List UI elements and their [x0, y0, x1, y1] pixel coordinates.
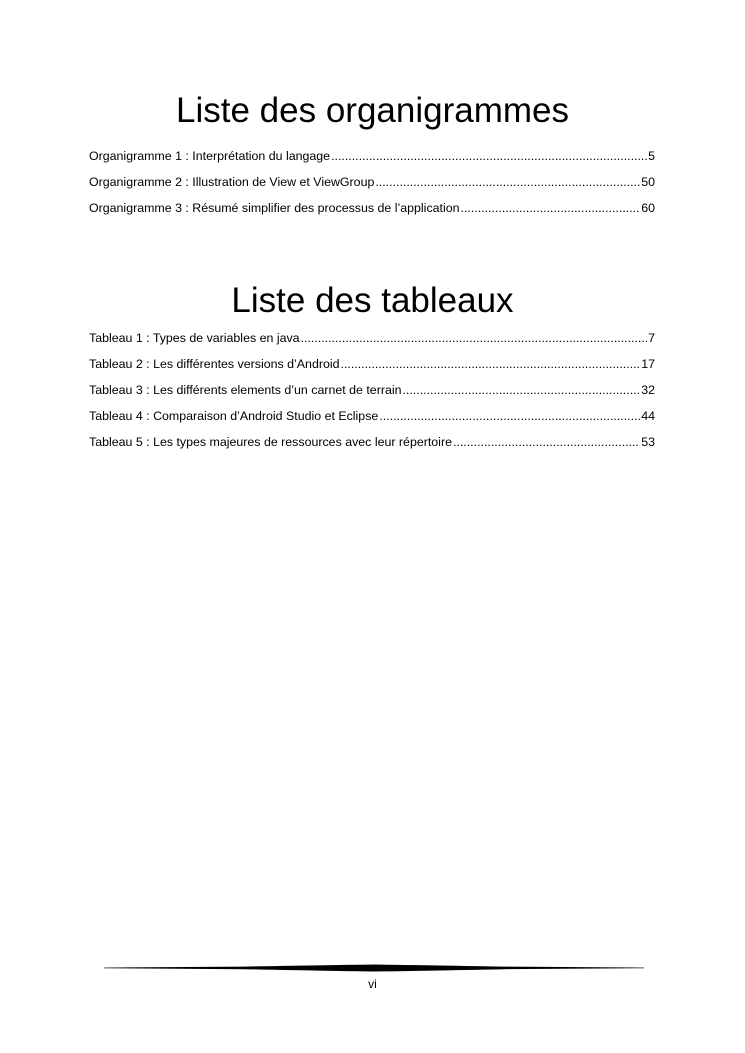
toc-entry-label: Tableau 1 : Types de variables en java	[89, 331, 300, 345]
organigrammes-list	[89, 149, 655, 227]
dot-leader	[379, 409, 640, 423]
page-number: vi	[368, 977, 377, 991]
toc-entry-label: Tableau 4 : Comparaison d’Android Studio et Eclipse	[89, 409, 379, 423]
dot-leader	[461, 201, 641, 215]
toc-entry-label: Organigramme 1 : Interprétation du langage	[89, 149, 331, 163]
toc-entry[interactable]	[89, 175, 655, 201]
toc-entry[interactable]	[89, 357, 655, 383]
toc-entry[interactable]	[89, 331, 655, 357]
toc-entry-label: Organigramme 2 : Illustration de View et ViewGroup	[89, 175, 375, 189]
toc-entry-label: Organigramme 3 : Résumé simplifier des processus de l’application	[89, 201, 460, 215]
toc-entry-page: 53	[641, 435, 655, 449]
toc-entry-page: 7	[648, 331, 655, 345]
toc-entry[interactable]	[89, 201, 655, 227]
dot-leader	[402, 383, 640, 397]
tableaux-list	[89, 331, 655, 461]
toc-entry[interactable]	[89, 149, 655, 175]
toc-entry[interactable]	[89, 435, 655, 461]
toc-entry[interactable]	[89, 409, 655, 435]
tableaux-title: Liste des tableaux	[231, 281, 514, 320]
toc-entry[interactable]	[89, 383, 655, 409]
footer-decorative-rule	[104, 962, 644, 974]
dot-leader	[341, 357, 641, 371]
toc-entry-page: 44	[641, 409, 655, 423]
toc-entry-page: 50	[641, 175, 655, 189]
dot-leader	[331, 149, 647, 163]
toc-entry-label: Tableau 5 : Les types majeures de ressources avec leur répertoire	[89, 435, 452, 449]
dot-leader	[301, 331, 648, 345]
toc-entry-label: Tableau 3 : Les différents elements d’un carnet de terrain	[89, 383, 402, 397]
organigrammes-title: Liste des organigrammes	[176, 91, 569, 130]
toc-entry-page: 5	[648, 149, 655, 163]
dot-leader	[453, 435, 640, 449]
toc-entry-page: 17	[641, 357, 655, 371]
toc-entry-label: Tableau 2 : Les différentes versions d’Android	[89, 357, 340, 371]
toc-entry-page: 32	[641, 383, 655, 397]
toc-entry-page: 60	[641, 201, 655, 215]
dot-leader	[375, 175, 640, 189]
